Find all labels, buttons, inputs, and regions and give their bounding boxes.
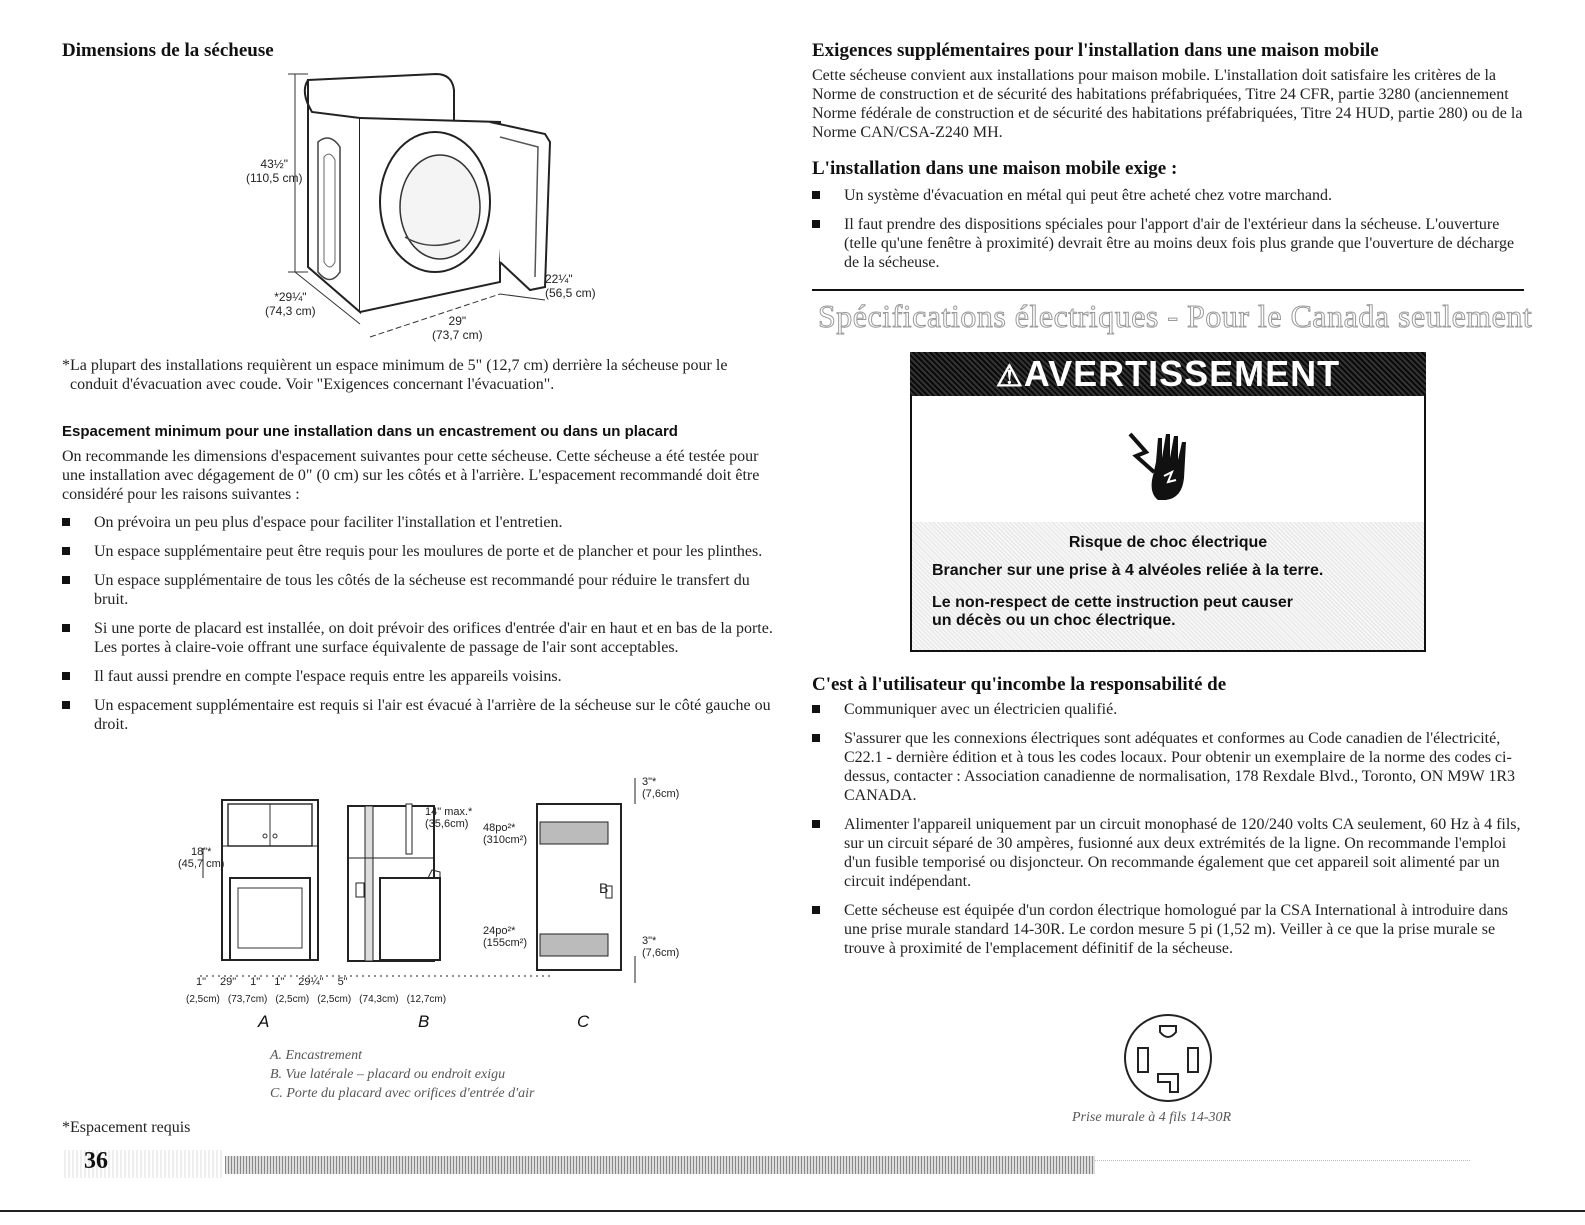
width-dimension-cm: (73,7 cm) <box>432 328 483 342</box>
height-dimension-cm: (110,5 cm) <box>246 171 303 185</box>
bottom-dimension: 1" <box>250 976 261 988</box>
fig-c-top-vent-area-cm: (310cm²) <box>483 834 528 846</box>
minimum-spacing-title: Espacement minimum pour une installation dans un encastrement ou dans un placard <box>62 423 678 440</box>
figure-captions <box>270 1046 534 1103</box>
responsibility-bullet-list <box>812 700 1524 968</box>
fig-a-top-clearance-cm: (45,7 cm) <box>178 858 225 870</box>
fig-c-bottom-clearance: 3"* <box>642 935 657 947</box>
warning-header <box>910 352 1426 396</box>
door-dimension-cm: (56,5 cm) <box>545 286 596 300</box>
list-item: Un espace supplémentaire de tous les côtés de la sécheuse est recommandé pour réduire le transfert du bruit. <box>62 571 774 609</box>
bottom-dimension-cm: (2,5cm) <box>186 994 220 1005</box>
spacing-bullet-list <box>62 513 774 744</box>
electric-shock-icon <box>1124 428 1200 504</box>
fig-c-top-vent-area: 48po²* <box>483 822 516 834</box>
bottom-dimension-cm: (2,5cm) <box>317 994 352 1005</box>
bottom-dimension: 1" <box>274 976 285 988</box>
caption-b: B. Vue latérale – placard ou endroit exigu <box>270 1067 506 1082</box>
bottom-dimension-cm: (12,7cm) <box>406 994 447 1005</box>
list-item: On prévoira un peu plus d'espace pour faciliter l'installation et l'entretien. <box>62 513 774 532</box>
list-item: Un système d'évacuation en métal qui peut être acheté chez votre marchand. <box>812 186 1524 205</box>
bottom-dimension: 1" <box>196 976 207 988</box>
warning-triangle-icon: ⚠ <box>995 360 1024 393</box>
dryer-dimensions-title: Dimensions de la sécheuse <box>62 40 274 61</box>
required-spacing-note: *Espacement requis <box>62 1119 191 1136</box>
warning-hazard-title: Risque de choc électrique <box>1068 534 1268 551</box>
dryer-dimension-drawing <box>200 62 620 352</box>
bottom-dimensions-cm <box>186 994 446 1005</box>
list-item: Si une porte de placard est installée, on doit prévoir des orifices d'entrée d'air en haut et en bas de la porte. Les portes à claire-voie offrant une surface équivalente de passage de l'air sont acceptables. <box>62 619 774 657</box>
width-dimension: 29" <box>448 314 467 328</box>
caption-a: A. Encastrement <box>270 1048 363 1063</box>
bottom-dimension-cm: (74,3cm) <box>359 994 399 1005</box>
caption-c: C. Porte du placard avec orifices d'entrée d'air <box>270 1086 535 1101</box>
fig-b-top-clearance-cm: (35,6cm) <box>425 818 469 830</box>
footer-dotted-line <box>1095 1160 1470 1170</box>
list-item: Communiquer avec un électricien qualifié. <box>812 700 1524 719</box>
depth-dimension: *29¼" <box>274 290 307 304</box>
list-item: S'assurer que les connexions électriques sont adéquates et conformes au Code canadien de l'électricité, C22.1 - dernière édition et à tous les codes locaux. Pour obtenir un exemplaire de la norme des codes ci-dessus, contacter : Association canadienne de normalisation, 178 Rexdale Blvd., Toronto, ON M9W 1R3 CANADA. <box>812 729 1524 805</box>
mobile-home-text: Cette sécheuse convient aux installations pour maison mobile. L'installation doit satisfaire les critères de la Norme de construction et de sécurité des habitations préfabriquées, Titre 24 CFR, partie 3280 (anciennement Norme fédérale de construction et de sécurité des habitations préfabriquées, Titre 24 HUD, partie 280) ou de la Norme CAN/CSA-Z240 MH. <box>812 67 1523 141</box>
outlet-caption: Prise murale à 4 fils 14-30R <box>1072 1110 1232 1125</box>
warning-header-label: AVERTISSEMENT <box>1023 353 1341 394</box>
mobile-home-requirements-title: L'installation dans une maison mobile exige : <box>812 158 1178 179</box>
wall-outlet-icon <box>1122 1012 1214 1104</box>
bottom-dimension-cm: (73,7cm) <box>227 994 268 1005</box>
fig-c-bottom-vent-area-cm: (155cm²) <box>483 937 528 949</box>
fig-c-top-clearance-cm: (7,6cm) <box>642 788 680 800</box>
fig-c-top-clearance: 3"* <box>642 776 657 788</box>
list-item: Un espace supplémentaire peut être requis pour les moulures de porte et de plancher et pour les plinthes. <box>62 542 774 561</box>
fig-b-top-clearance: 14" max.* <box>425 806 473 818</box>
electrical-specs-title: Spécifications électriques - Pour le Canada seulement <box>818 298 1533 334</box>
rear-clearance-note: *La plupart des installations requièrent un espace minimum de 5" (12,7 cm) derrière la sécheuse pour le conduit d'évacuation avec coude. Voir "Exigences concernant l'évacuation". <box>62 357 728 393</box>
page-bottom-rule <box>0 1210 1585 1212</box>
bottom-dimension-cm: (2,5cm) <box>275 994 310 1005</box>
list-item: Il faut aussi prendre en compte l'espace requis entre les appareils voisins. <box>62 667 774 686</box>
fig-c-door-letter: B <box>599 880 609 896</box>
user-responsibility-title: C'est à l'utilisateur qu'incombe la responsabilité de <box>812 674 1227 695</box>
height-dimension: 43½" <box>260 157 289 171</box>
figure-letter-b: B <box>418 1012 430 1031</box>
list-item: Il faut prendre des dispositions spéciales pour l'apport d'air de l'extérieur dans la sécheuse. L'ouverture (telle qu'une fenêtre à proximité) devrait être au moins deux fois plus grande que l'ouverture de décharge de la sécheuse. <box>812 215 1524 272</box>
footer-bar <box>225 1156 1095 1174</box>
bottom-dimensions <box>196 976 348 988</box>
door-dimension: 22¼" <box>545 272 573 286</box>
mobile-home-bullet-list <box>812 186 1524 282</box>
warning-text-panel <box>912 522 1424 650</box>
bottom-dimension: 29" <box>220 976 237 988</box>
list-item: Cette sécheuse est équipée d'un cordon électrique homologué par la CSA International à introduire dans une prise murale standard 14-30R. Le cordon mesure 5 pi (1,52 m). Veiller à ce que la prise murale se trouve à proximité de l'emplacement définitif de la sécheuse. <box>812 901 1524 958</box>
section-rule <box>812 289 1524 291</box>
warning-consequence-2: un décès ou un choc électrique. <box>932 612 1176 629</box>
list-item: Un espacement supplémentaire est requis si l'air est évacué à l'arrière de la sécheuse sur le côté gauche ou droit. <box>62 696 774 734</box>
fig-c-bottom-clearance-cm: (7,6cm) <box>642 947 680 959</box>
list-item: Alimenter l'appareil uniquement par un circuit monophasé de 120/240 volts CA seulement, 60 Hz à 4 fils, sur un circuit séparé de 30 ampères, fusionné aux deux extrémités de la ligne. On recommande l'emploi d'un fusible temporisé ou disjoncteur. On recommande également que cet appareil soit alimenté par un circuit indépendant. <box>812 815 1524 891</box>
bottom-dimension: 29¼" <box>298 976 324 988</box>
page-number: 36 <box>84 1148 108 1174</box>
mobile-home-title: Exigences supplémentaires pour l'installation dans une maison mobile <box>812 40 1379 61</box>
fig-a-top-clearance: 18"* <box>191 846 212 858</box>
warning-instruction: Brancher sur une prise à 4 alvéoles reliée à la terre. <box>932 562 1324 579</box>
fig-c-bottom-vent-area: 24po²* <box>483 925 516 937</box>
figure-letter-c: C <box>577 1012 590 1031</box>
depth-dimension-cm: (74,3 cm) <box>265 304 316 318</box>
figure-letter-a: A <box>258 1012 270 1031</box>
spacing-intro: On recommande les dimensions d'espacement suivantes pour cette sécheuse. Cette sécheuse a été testée pour une installation avec dégagement de 0" (0 cm) sur les côtés et à l'arrière. L'espacement recommandé doit être considéré pour les raisons suivantes : <box>62 448 760 503</box>
warning-consequence-1: Le non-respect de cette instruction peut causer <box>932 594 1293 611</box>
bottom-dimension: 5" <box>337 976 348 988</box>
